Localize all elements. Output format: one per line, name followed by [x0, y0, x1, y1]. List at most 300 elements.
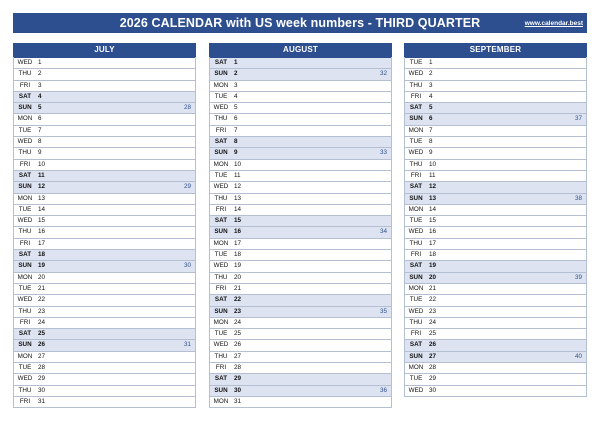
page-title: 2026 CALENDAR with US week numbers - THIRD QUARTER	[119, 16, 481, 30]
weekday-label: MON	[408, 126, 424, 134]
weekday-label: TUE	[409, 375, 423, 383]
day-row	[405, 306, 586, 317]
weekday-label: WED	[408, 386, 424, 394]
weekday-label: MON	[408, 364, 424, 372]
weekday-label: MON	[17, 115, 33, 123]
day-row	[14, 68, 195, 79]
day-number: 20	[38, 273, 46, 281]
day-number: 22	[429, 296, 437, 304]
day-row	[405, 260, 586, 271]
day-number: 2	[429, 70, 433, 78]
day-row	[405, 204, 586, 215]
day-row	[405, 181, 586, 192]
weekday-label: THU	[214, 273, 228, 281]
day-row	[210, 396, 391, 407]
weekday-label: SAT	[214, 217, 228, 225]
day-row	[210, 204, 391, 215]
day-number: 4	[429, 92, 433, 100]
day-number: 16	[38, 228, 46, 236]
day-list	[404, 57, 587, 397]
day-number: 6	[234, 115, 238, 123]
week-number: 34	[379, 228, 387, 236]
day-number: 22	[234, 296, 242, 304]
day-row	[14, 136, 195, 147]
weekday-label: TUE	[409, 59, 423, 66]
day-row	[14, 317, 195, 328]
weekday-label: WED	[408, 149, 424, 157]
day-number: 17	[429, 239, 437, 247]
day-number: 20	[429, 273, 437, 281]
week-number: 30	[183, 262, 191, 270]
day-number: 10	[234, 160, 242, 168]
day-row	[210, 170, 391, 181]
weekday-label: SAT	[18, 92, 32, 100]
day-number: 6	[38, 115, 42, 123]
day-list	[209, 57, 392, 408]
day-number: 12	[38, 183, 46, 191]
day-number: 26	[234, 341, 242, 349]
day-number: 24	[234, 318, 242, 326]
day-number: 29	[234, 375, 242, 383]
weekday-label: SAT	[409, 183, 423, 191]
day-row	[210, 125, 391, 136]
weekday-label: MON	[213, 81, 229, 89]
day-number: 14	[429, 205, 437, 213]
day-number: 10	[38, 160, 46, 168]
weekday-label: SAT	[18, 330, 32, 338]
day-number: 9	[429, 149, 433, 157]
weekday-label: SUN	[18, 183, 32, 191]
weekday-label: TUE	[18, 284, 32, 292]
day-number: 28	[429, 364, 437, 372]
weekday-label: MON	[213, 160, 229, 168]
day-row	[14, 147, 195, 158]
day-row	[405, 170, 586, 181]
day-row	[210, 68, 391, 79]
weekday-label: WED	[17, 375, 33, 383]
day-row	[14, 80, 195, 91]
site-link[interactable]: www.calendar.best	[524, 20, 583, 27]
day-number: 31	[234, 397, 242, 405]
day-number: 28	[234, 364, 242, 372]
day-row	[14, 249, 195, 260]
day-number: 3	[429, 81, 433, 89]
day-number: 23	[429, 307, 437, 315]
weekday-label: SAT	[409, 341, 423, 349]
day-row	[405, 339, 586, 350]
day-row	[210, 362, 391, 373]
day-number: 30	[429, 386, 437, 394]
month-title: SEPTEMBER	[404, 43, 587, 57]
day-row	[405, 215, 586, 226]
weekday-label: THU	[409, 318, 423, 326]
weekday-label: SUN	[214, 228, 228, 236]
day-number: 3	[234, 81, 238, 89]
day-row	[405, 362, 586, 373]
day-number: 5	[429, 104, 433, 112]
day-list	[13, 57, 196, 408]
weekday-label: FRI	[410, 251, 422, 259]
weekday-label: SUN	[214, 149, 228, 157]
week-number: 36	[379, 386, 387, 394]
day-row	[14, 226, 195, 237]
day-row	[405, 373, 586, 384]
day-number: 8	[234, 138, 238, 146]
day-row	[405, 294, 586, 305]
day-row	[14, 272, 195, 283]
day-number: 22	[38, 296, 46, 304]
day-row	[14, 373, 195, 384]
weekday-label: WED	[408, 70, 424, 78]
week-number: 33	[379, 149, 387, 157]
day-number: 15	[38, 217, 46, 225]
day-number: 17	[38, 239, 46, 247]
day-number: 27	[38, 352, 46, 360]
day-number: 25	[234, 330, 242, 338]
weekday-label: FRI	[410, 92, 422, 100]
day-number: 24	[38, 318, 46, 326]
weekday-label: SUN	[214, 307, 228, 315]
day-number: 17	[234, 239, 242, 247]
day-number: 26	[429, 341, 437, 349]
day-number: 4	[234, 92, 238, 100]
weekday-label: FRI	[19, 397, 31, 405]
week-number: 28	[183, 104, 191, 112]
day-number: 26	[38, 341, 46, 349]
weekday-label: TUE	[214, 330, 228, 338]
day-number: 13	[234, 194, 242, 202]
day-row	[210, 159, 391, 170]
weekday-label: WED	[213, 262, 229, 270]
day-row	[405, 57, 586, 68]
day-row	[405, 91, 586, 102]
calendar-header	[13, 13, 587, 33]
weekday-label: MON	[213, 318, 229, 326]
weekday-label: FRI	[215, 126, 227, 134]
day-number: 1	[234, 59, 238, 66]
day-row	[405, 249, 586, 260]
day-number: 1	[38, 59, 42, 66]
day-number: 30	[234, 386, 242, 394]
day-row	[210, 294, 391, 305]
day-number: 10	[429, 160, 437, 168]
day-number: 27	[429, 352, 437, 360]
weekday-label: WED	[213, 341, 229, 349]
day-number: 23	[234, 307, 242, 315]
day-number: 1	[429, 59, 433, 66]
day-row	[14, 396, 195, 407]
weekday-label: FRI	[410, 171, 422, 179]
day-row	[210, 328, 391, 339]
weekday-label: MON	[17, 352, 33, 360]
weekday-label: FRI	[215, 364, 227, 372]
day-number: 29	[429, 375, 437, 383]
weekday-label: SUN	[409, 194, 423, 202]
day-row	[14, 159, 195, 170]
day-row	[405, 113, 586, 124]
day-row	[405, 159, 586, 170]
weekday-label: FRI	[410, 330, 422, 338]
day-row	[405, 272, 586, 283]
day-row	[405, 238, 586, 249]
day-row	[14, 260, 195, 271]
month-title: AUGUST	[209, 43, 392, 57]
weekday-label: FRI	[19, 239, 31, 247]
weekday-label: WED	[408, 307, 424, 315]
day-row	[405, 136, 586, 147]
day-row	[210, 283, 391, 294]
day-row	[14, 306, 195, 317]
day-row	[210, 147, 391, 158]
day-row	[210, 317, 391, 328]
weekday-label: THU	[409, 239, 423, 247]
day-number: 4	[38, 92, 42, 100]
day-row	[210, 226, 391, 237]
weekday-label: FRI	[19, 318, 31, 326]
day-row	[405, 125, 586, 136]
day-number: 19	[234, 262, 242, 270]
day-row	[210, 57, 391, 68]
day-row	[14, 193, 195, 204]
weekday-label: THU	[18, 386, 32, 394]
day-row	[405, 102, 586, 113]
weekday-label: TUE	[214, 171, 228, 179]
day-row	[210, 91, 391, 102]
day-number: 23	[38, 307, 46, 315]
day-row	[210, 339, 391, 350]
weekday-label: SUN	[409, 115, 423, 123]
weekday-label: SUN	[409, 273, 423, 281]
day-row	[210, 193, 391, 204]
weekday-label: MON	[213, 239, 229, 247]
weekday-label: FRI	[19, 81, 31, 89]
day-row	[405, 147, 586, 158]
day-row	[14, 328, 195, 339]
day-row	[405, 68, 586, 79]
day-row	[210, 306, 391, 317]
day-row	[14, 91, 195, 102]
weekday-label: SAT	[18, 171, 32, 179]
day-row	[210, 385, 391, 396]
weekday-label: THU	[18, 70, 32, 78]
day-row	[405, 193, 586, 204]
weekday-label: SUN	[214, 386, 228, 394]
day-row	[14, 283, 195, 294]
day-number: 11	[38, 171, 45, 179]
weekday-label: FRI	[215, 284, 227, 292]
day-row	[14, 181, 195, 192]
weekday-label: SUN	[214, 70, 228, 78]
day-row	[14, 339, 195, 350]
weekday-label: THU	[409, 81, 423, 89]
day-number: 3	[38, 81, 42, 89]
month-july	[13, 43, 196, 408]
day-row	[405, 80, 586, 91]
day-number: 12	[429, 183, 437, 191]
week-number: 37	[574, 115, 582, 123]
day-number: 2	[38, 70, 42, 78]
day-number: 27	[234, 352, 242, 360]
weekday-label: WED	[17, 217, 33, 225]
day-row	[14, 204, 195, 215]
weekday-label: TUE	[18, 364, 32, 372]
day-row	[210, 373, 391, 384]
week-number: 29	[183, 183, 191, 191]
day-number: 14	[38, 205, 46, 213]
day-number: 28	[38, 364, 46, 372]
day-number: 18	[234, 251, 242, 259]
day-row	[14, 351, 195, 362]
day-row	[14, 125, 195, 136]
day-number: 9	[38, 149, 42, 157]
weekday-label: WED	[17, 296, 33, 304]
weekday-label: SAT	[214, 296, 228, 304]
weekday-label: TUE	[214, 251, 228, 259]
day-number: 12	[234, 183, 242, 191]
weekday-label: MON	[408, 205, 424, 213]
day-number: 31	[38, 397, 46, 405]
weekday-label: TUE	[409, 138, 423, 146]
day-row	[405, 283, 586, 294]
weekday-label: SUN	[18, 262, 32, 270]
weekday-label: WED	[17, 59, 33, 66]
weekday-label: THU	[18, 307, 32, 315]
day-number: 7	[429, 126, 433, 134]
weekday-label: WED	[213, 183, 229, 191]
weekday-label: SAT	[409, 104, 423, 112]
weekday-label: FRI	[215, 205, 227, 213]
day-row	[210, 238, 391, 249]
day-number: 16	[234, 228, 242, 236]
weekday-label: WED	[213, 104, 229, 112]
day-number: 29	[38, 375, 46, 383]
weekday-label: MON	[17, 194, 33, 202]
weekday-label: SAT	[214, 138, 228, 146]
day-row	[405, 385, 586, 396]
weekday-label: THU	[18, 149, 32, 157]
weekday-label: THU	[18, 228, 32, 236]
day-row	[210, 136, 391, 147]
day-row	[14, 362, 195, 373]
weekday-label: SUN	[409, 352, 423, 360]
day-row	[405, 317, 586, 328]
day-number: 11	[234, 171, 241, 179]
weekday-label: THU	[409, 160, 423, 168]
day-number: 14	[234, 205, 242, 213]
weekday-label: FRI	[19, 160, 31, 168]
day-row	[210, 181, 391, 192]
day-row	[210, 272, 391, 283]
weekday-label: TUE	[18, 205, 32, 213]
day-row	[210, 215, 391, 226]
day-number: 19	[38, 262, 46, 270]
month-title: JULY	[13, 43, 196, 57]
day-number: 18	[38, 251, 46, 259]
month-august	[209, 43, 392, 408]
weekday-label: SUN	[18, 341, 32, 349]
week-number: 38	[574, 194, 582, 202]
day-number: 13	[38, 194, 46, 202]
day-row	[210, 80, 391, 91]
weekday-label: TUE	[409, 217, 423, 225]
month-september	[404, 43, 587, 397]
day-number: 18	[429, 251, 437, 259]
weekday-label: WED	[17, 138, 33, 146]
week-number: 32	[379, 70, 387, 78]
weekday-label: SUN	[18, 104, 32, 112]
week-number: 40	[574, 352, 582, 360]
day-row	[210, 249, 391, 260]
day-number: 6	[429, 115, 433, 123]
day-number: 25	[38, 330, 46, 338]
day-row	[405, 226, 586, 237]
weekday-label: TUE	[409, 296, 423, 304]
weekday-label: SAT	[18, 251, 32, 259]
weekday-label: THU	[214, 352, 228, 360]
week-number: 35	[379, 307, 387, 315]
day-row	[210, 102, 391, 113]
day-number: 11	[429, 171, 436, 179]
weekday-label: MON	[408, 284, 424, 292]
weekday-label: WED	[408, 228, 424, 236]
day-number: 2	[234, 70, 238, 78]
day-number: 15	[234, 217, 242, 225]
day-number: 9	[234, 149, 238, 157]
day-number: 21	[429, 284, 437, 292]
day-number: 15	[429, 217, 437, 225]
day-row	[405, 351, 586, 362]
week-number: 31	[183, 341, 191, 349]
day-number: 20	[234, 273, 242, 281]
day-row	[210, 260, 391, 271]
day-row	[405, 328, 586, 339]
weekday-label: TUE	[18, 126, 32, 134]
day-number: 25	[429, 330, 437, 338]
day-number: 30	[38, 386, 46, 394]
day-number: 7	[234, 126, 238, 134]
weekday-label: SAT	[214, 375, 228, 383]
week-number: 39	[574, 273, 582, 281]
day-number: 8	[429, 138, 433, 146]
day-number: 21	[38, 284, 46, 292]
day-number: 13	[429, 194, 437, 202]
weekday-label: TUE	[214, 92, 228, 100]
day-number: 24	[429, 318, 437, 326]
weekday-label: SAT	[214, 59, 228, 66]
day-row	[14, 238, 195, 249]
weekday-label: MON	[213, 397, 229, 405]
day-row	[210, 113, 391, 124]
day-number: 5	[234, 104, 238, 112]
day-row	[14, 215, 195, 226]
day-row	[14, 294, 195, 305]
weekday-label: THU	[214, 115, 228, 123]
day-row	[14, 113, 195, 124]
day-number: 19	[429, 262, 437, 270]
weekday-label: MON	[17, 273, 33, 281]
day-number: 5	[38, 104, 42, 112]
weekday-label: THU	[214, 194, 228, 202]
day-row	[210, 351, 391, 362]
day-row	[14, 170, 195, 181]
day-row	[14, 102, 195, 113]
day-number: 7	[38, 126, 42, 134]
weekday-label: SAT	[409, 262, 423, 270]
day-row	[14, 57, 195, 68]
day-row	[14, 385, 195, 396]
day-number: 16	[429, 228, 437, 236]
day-number: 8	[38, 138, 42, 146]
